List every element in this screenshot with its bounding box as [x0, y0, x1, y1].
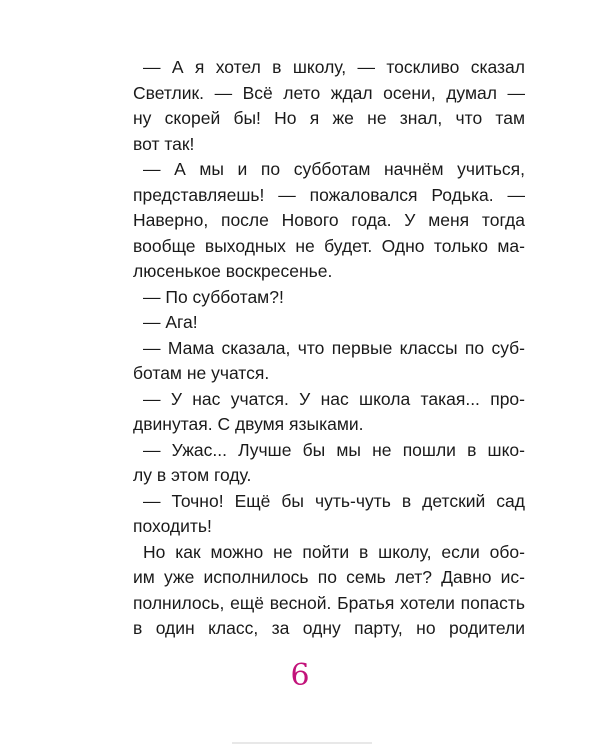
text-line-22: полнилось, ещё весной. Братья хотели попасть — [133, 592, 525, 613]
bottom-edge-divider — [232, 742, 372, 744]
text-line-16: — Ужас... Лучше бы мы не пошли в шко- — [143, 439, 525, 460]
text-line-17: лу в этом году. — [133, 465, 252, 485]
text-line-15: двинутая. С двумя языками. — [133, 414, 364, 434]
text-line-19: походить! — [133, 516, 212, 536]
text-line-2: Светлик. — Всё лето ждал осени, думал — — [133, 82, 525, 103]
body-text — [133, 55, 525, 642]
text-line-20: Но как можно не пойти в школу, если обо- — [143, 541, 525, 562]
text-line-14: — У нас учатся. У нас школа такая... про- — [143, 388, 525, 409]
text-line-6: представляешь! — пожаловался Родька. — — [133, 184, 525, 205]
text-line-8: вообще выходных не будет. Одно только ма- — [133, 235, 525, 256]
text-line-13: ботам не учатся. — [133, 363, 270, 383]
text-line-10: — По субботам?! — [143, 286, 284, 307]
text-line-9: люсенькое воскресенье. — [133, 261, 333, 281]
text-line-4: вот так! — [133, 133, 195, 154]
text-line-5: — А мы и по субботам начнём учиться, — [143, 159, 525, 179]
text-line-23: в один класс, за одну парту, но родители — [133, 618, 525, 638]
text-line-3: ну скорей бы! Но я же не знал, что там — [133, 108, 525, 128]
text-line-18: — Точно! Ещё бы чуть-чуть в детский сад — [143, 490, 525, 511]
page-number: 6 — [290, 658, 310, 693]
text-line-12: — Мама сказала, что первые классы по суб- — [143, 337, 525, 358]
text-line-7: Наверно, после Нового года. У меня тогда — [133, 210, 525, 230]
text-line-11: — Ага! — [143, 312, 198, 332]
text-line-21: им уже исполнилось по семь лет? Давно ис- — [133, 567, 525, 587]
text-line-1: — А я хотел в школу, — тоскливо сказал — [143, 57, 525, 77]
